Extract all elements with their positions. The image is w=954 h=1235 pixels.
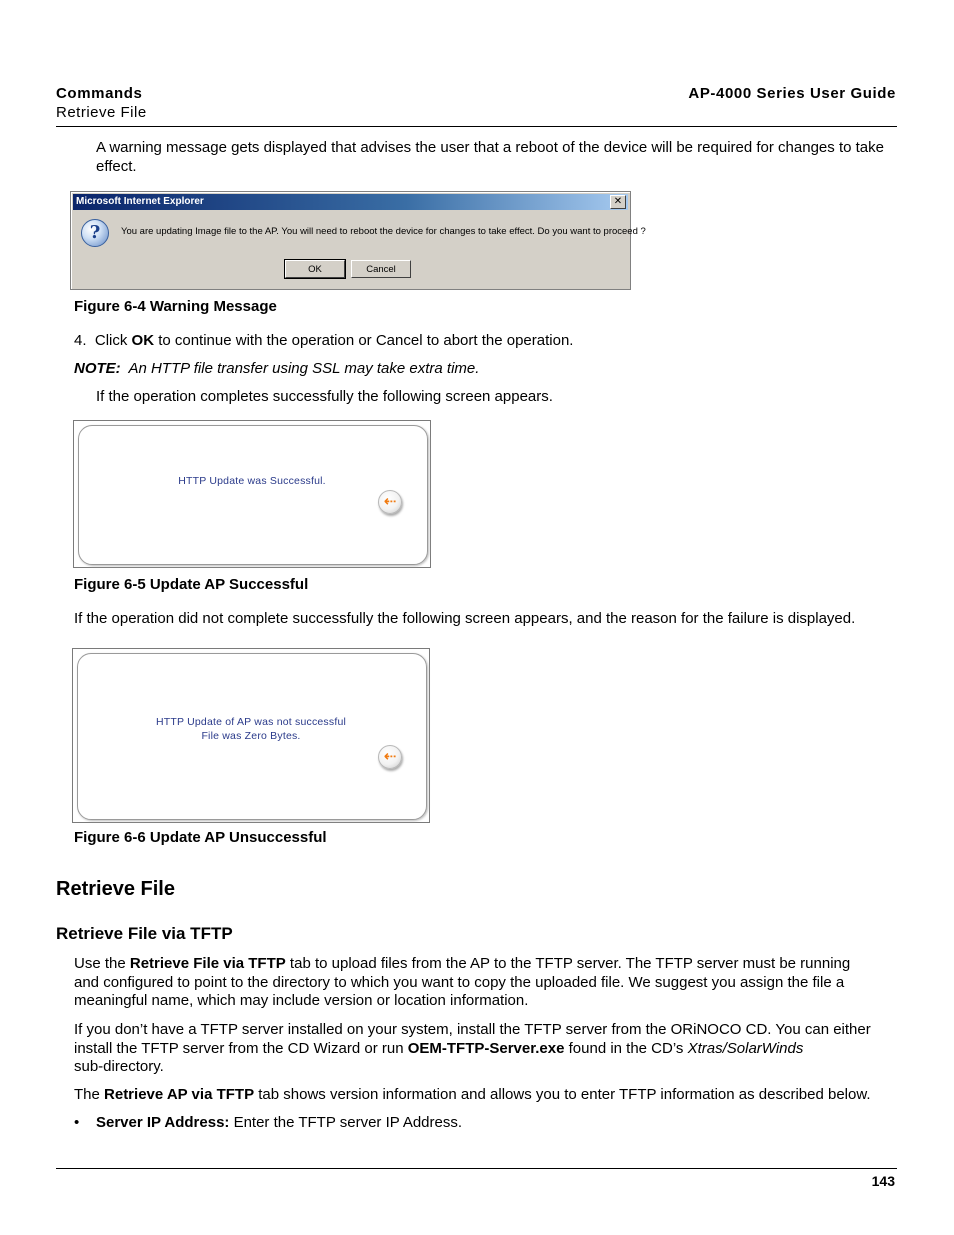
para-3 bbox=[74, 1086, 914, 1105]
warning-intro-text: A warning message gets displayed that advises the user that a reboot of the device will be required for changes to take effect. bbox=[96, 139, 884, 175]
note bbox=[74, 360, 479, 379]
header-section: Commands bbox=[56, 85, 143, 102]
para-2-italic: Xtras/SolarWinds bbox=[687, 1039, 804, 1057]
para-2-line-3: sub-directory. bbox=[74, 1058, 164, 1075]
back-arrow-icon[interactable] bbox=[378, 490, 402, 514]
fail-intro-text: If the operation did not complete successfully the following screen appears, and the reason for the failure is displayed. bbox=[74, 610, 856, 627]
note-text: An HTTP file transfer using SSL may take extra time. bbox=[128, 360, 480, 377]
bullet-item bbox=[96, 1114, 462, 1133]
dialog-title: Microsoft Internet Explorer bbox=[76, 196, 204, 207]
para-1-line-3: meaningful name, which may include version or location information. bbox=[74, 992, 529, 1009]
bullet-text: Enter the TFTP server IP Address. bbox=[229, 1114, 463, 1131]
step-text-pre: Click bbox=[94, 332, 132, 349]
step-number: 4. bbox=[74, 332, 87, 349]
footer-rule bbox=[56, 1168, 897, 1169]
header-rule bbox=[56, 126, 897, 127]
fail-message-line-2: File was Zero Bytes. bbox=[201, 730, 301, 742]
header-subsection: Retrieve File bbox=[56, 104, 147, 121]
step-text-post: to continue with the operation or Cancel to abort the operation. bbox=[154, 332, 574, 349]
page-number: 143 bbox=[871, 1173, 895, 1189]
para-3-post: tab shows version information and allows you to enter TFTP information as described below. bbox=[254, 1086, 871, 1103]
para-2-line-1: If you don’t have a TFTP server installed on your system, install the TFTP server from the ORiNOCO CD. You can either bbox=[74, 1021, 871, 1038]
dialog-title-bar bbox=[73, 194, 628, 210]
panel-frame bbox=[78, 425, 428, 565]
cancel-button[interactable]: Cancel bbox=[351, 260, 411, 278]
para-2-mid: found in the CD’s bbox=[564, 1039, 688, 1057]
para-2-bold: OEM-TFTP-Server.exe bbox=[407, 1039, 565, 1057]
back-arrow-glyph: ⇠ bbox=[383, 492, 397, 510]
ok-button[interactable]: OK bbox=[285, 260, 345, 278]
dialog-message: You are updating Image file to the AP. You will need to reboot the device for changes to take effect. Do you want to proceed ? bbox=[121, 226, 646, 237]
para-1 bbox=[74, 955, 904, 1011]
fail-message-line-1: HTTP Update of AP was not successful bbox=[155, 716, 347, 728]
subsection-title: Retrieve File via TFTP bbox=[56, 924, 233, 943]
para-1-line-1 bbox=[74, 955, 904, 974]
warning-dialog bbox=[70, 191, 646, 290]
success-message: HTTP Update was Successful. bbox=[178, 475, 326, 487]
para-2 bbox=[74, 1021, 904, 1077]
para-1-post: tab to upload files from the AP to the TFTP server. The TFTP server must be running bbox=[285, 955, 851, 972]
step-ok: OK bbox=[131, 332, 155, 349]
para-2-line-2 bbox=[74, 1040, 904, 1059]
figure-6-caption: Figure 6-6 Update AP Unsuccessful bbox=[74, 829, 327, 846]
success-intro-text: If the operation completes successfully the following screen appears. bbox=[96, 388, 553, 405]
bullet-bold: Server IP Address: bbox=[96, 1114, 230, 1131]
question-icon: ? bbox=[81, 219, 109, 247]
para-2-pre: install the TFTP server from the CD Wizard or run bbox=[74, 1039, 408, 1057]
para-3-bold: Retrieve AP via TFTP bbox=[104, 1086, 255, 1103]
back-arrow-glyph: ⇠ bbox=[383, 747, 397, 765]
para-1-pre: Use the bbox=[74, 955, 130, 972]
figure-4-caption: Figure 6-4 Warning Message bbox=[74, 298, 277, 315]
header-guide-title: AP-4000 Series User Guide bbox=[688, 85, 896, 102]
figure-5-caption: Figure 6-5 Update AP Successful bbox=[74, 576, 309, 593]
update-success-panel bbox=[73, 420, 431, 568]
section-title: Retrieve File bbox=[56, 878, 175, 900]
back-arrow-icon[interactable] bbox=[378, 745, 402, 769]
bullet-glyph: • bbox=[74, 1114, 80, 1131]
close-icon[interactable]: ✕ bbox=[610, 195, 626, 209]
note-label: NOTE: bbox=[74, 360, 121, 377]
para-1-line-2: and configured to point to the directory to which you want to copy the uploaded file. We suggest you assign the file a bbox=[74, 973, 845, 991]
para-3-pre: The bbox=[74, 1086, 105, 1103]
update-fail-panel bbox=[72, 648, 430, 823]
para-1-bold: Retrieve File via TFTP bbox=[129, 955, 286, 972]
step-4 bbox=[74, 332, 573, 351]
